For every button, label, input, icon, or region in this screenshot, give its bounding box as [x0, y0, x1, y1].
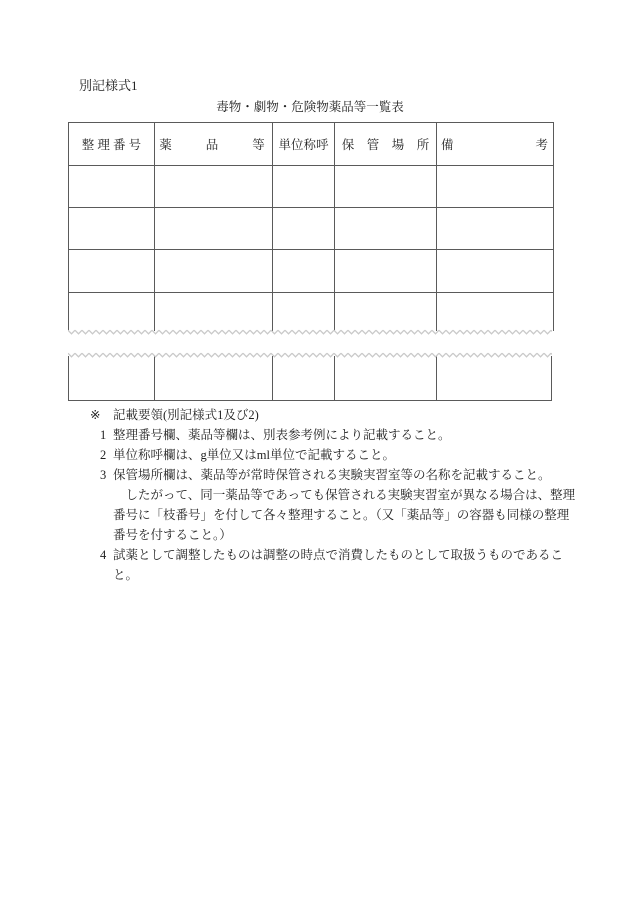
table-cell: [335, 250, 437, 292]
table-cell: [437, 293, 553, 331]
table-continuation-row: [68, 356, 552, 401]
table-row: [69, 292, 553, 331]
column-header-tani-shoko: 単位称呼: [273, 123, 335, 165]
chemical-list-table: [68, 122, 554, 331]
torn-edge-top-icon: [68, 352, 552, 358]
note-text-line: 番号に「枝番号」を付して各々整理すること。（又「薬品等」の容器も同様の整理: [113, 508, 570, 522]
table-cell: [69, 356, 155, 400]
note-text-line: 単位称呼欄は、g単位又はml単位で記載すること。: [113, 448, 395, 462]
table-cell: [273, 208, 335, 249]
table-row: [69, 356, 551, 400]
table-row: [69, 207, 553, 249]
note-marker: ※: [90, 408, 101, 422]
table-cell: [273, 166, 335, 207]
form-label: 別記様式1: [79, 78, 138, 93]
column-header-biko: 備 考: [440, 138, 549, 152]
table-cell: [437, 166, 553, 207]
note-number: 1: [100, 428, 107, 442]
note-item: [100, 465, 575, 545]
note-number: 3: [100, 468, 107, 482]
table-cell: [335, 208, 437, 249]
table-cell: [273, 356, 335, 400]
column-header-seiri-bango: 整 理 番 号: [69, 123, 155, 165]
torn-edge-bottom-icon: [68, 329, 552, 335]
note-item: [100, 445, 575, 465]
notes-heading: 記載要領(別記様式1及び2): [113, 408, 259, 422]
table-cell: [273, 250, 335, 292]
note-item: [100, 545, 575, 585]
page-title: 毒物・劇物・危険物薬品等一覧表: [216, 100, 404, 114]
table-cell: [155, 250, 273, 292]
table-cell: [69, 208, 155, 249]
table-cell: [155, 166, 273, 207]
table-row: [69, 249, 553, 292]
table-cell: [69, 293, 155, 331]
note-number: 2: [100, 448, 107, 462]
note-text-line: したがって、同一薬品等であっても保管される実験実習室が異なる場合は、整理: [113, 488, 576, 502]
table-header-row: [69, 123, 553, 165]
table-cell: [155, 356, 273, 400]
column-header-yakuhin-to: 薬 品 等: [155, 123, 273, 165]
table-cell: [155, 293, 273, 331]
note-text-line: 保管場所欄は、薬品等が常時保管される実験実習室等の名称を記載すること。: [113, 468, 551, 482]
note-text-line: 整理番号欄、薬品等欄は、別表参考例により記載すること。: [113, 428, 451, 442]
notes-heading-line: [90, 405, 575, 425]
table-cell: [273, 293, 335, 331]
table-cell: [335, 293, 437, 331]
column-header-hokan-basho: 保 管 場 所: [335, 123, 437, 165]
note-text-line: 試薬として調整したものは調整の時点で消費したものとして取扱うものであるこ: [113, 548, 564, 562]
note-text-line: 番号を付すること。）: [113, 528, 232, 542]
table-cell: [155, 208, 273, 249]
table-cell: [335, 356, 437, 400]
table-cell: [437, 356, 551, 400]
table-cell: [69, 166, 155, 207]
note-number: 4: [100, 548, 107, 562]
table-cell: [335, 166, 437, 207]
notes-section: [90, 405, 575, 585]
table-cell: [69, 250, 155, 292]
table-cell: [437, 250, 553, 292]
table-cell: [437, 208, 553, 249]
note-text-line: と。: [113, 568, 139, 582]
note-item: [100, 425, 575, 445]
table-row: [69, 165, 553, 207]
